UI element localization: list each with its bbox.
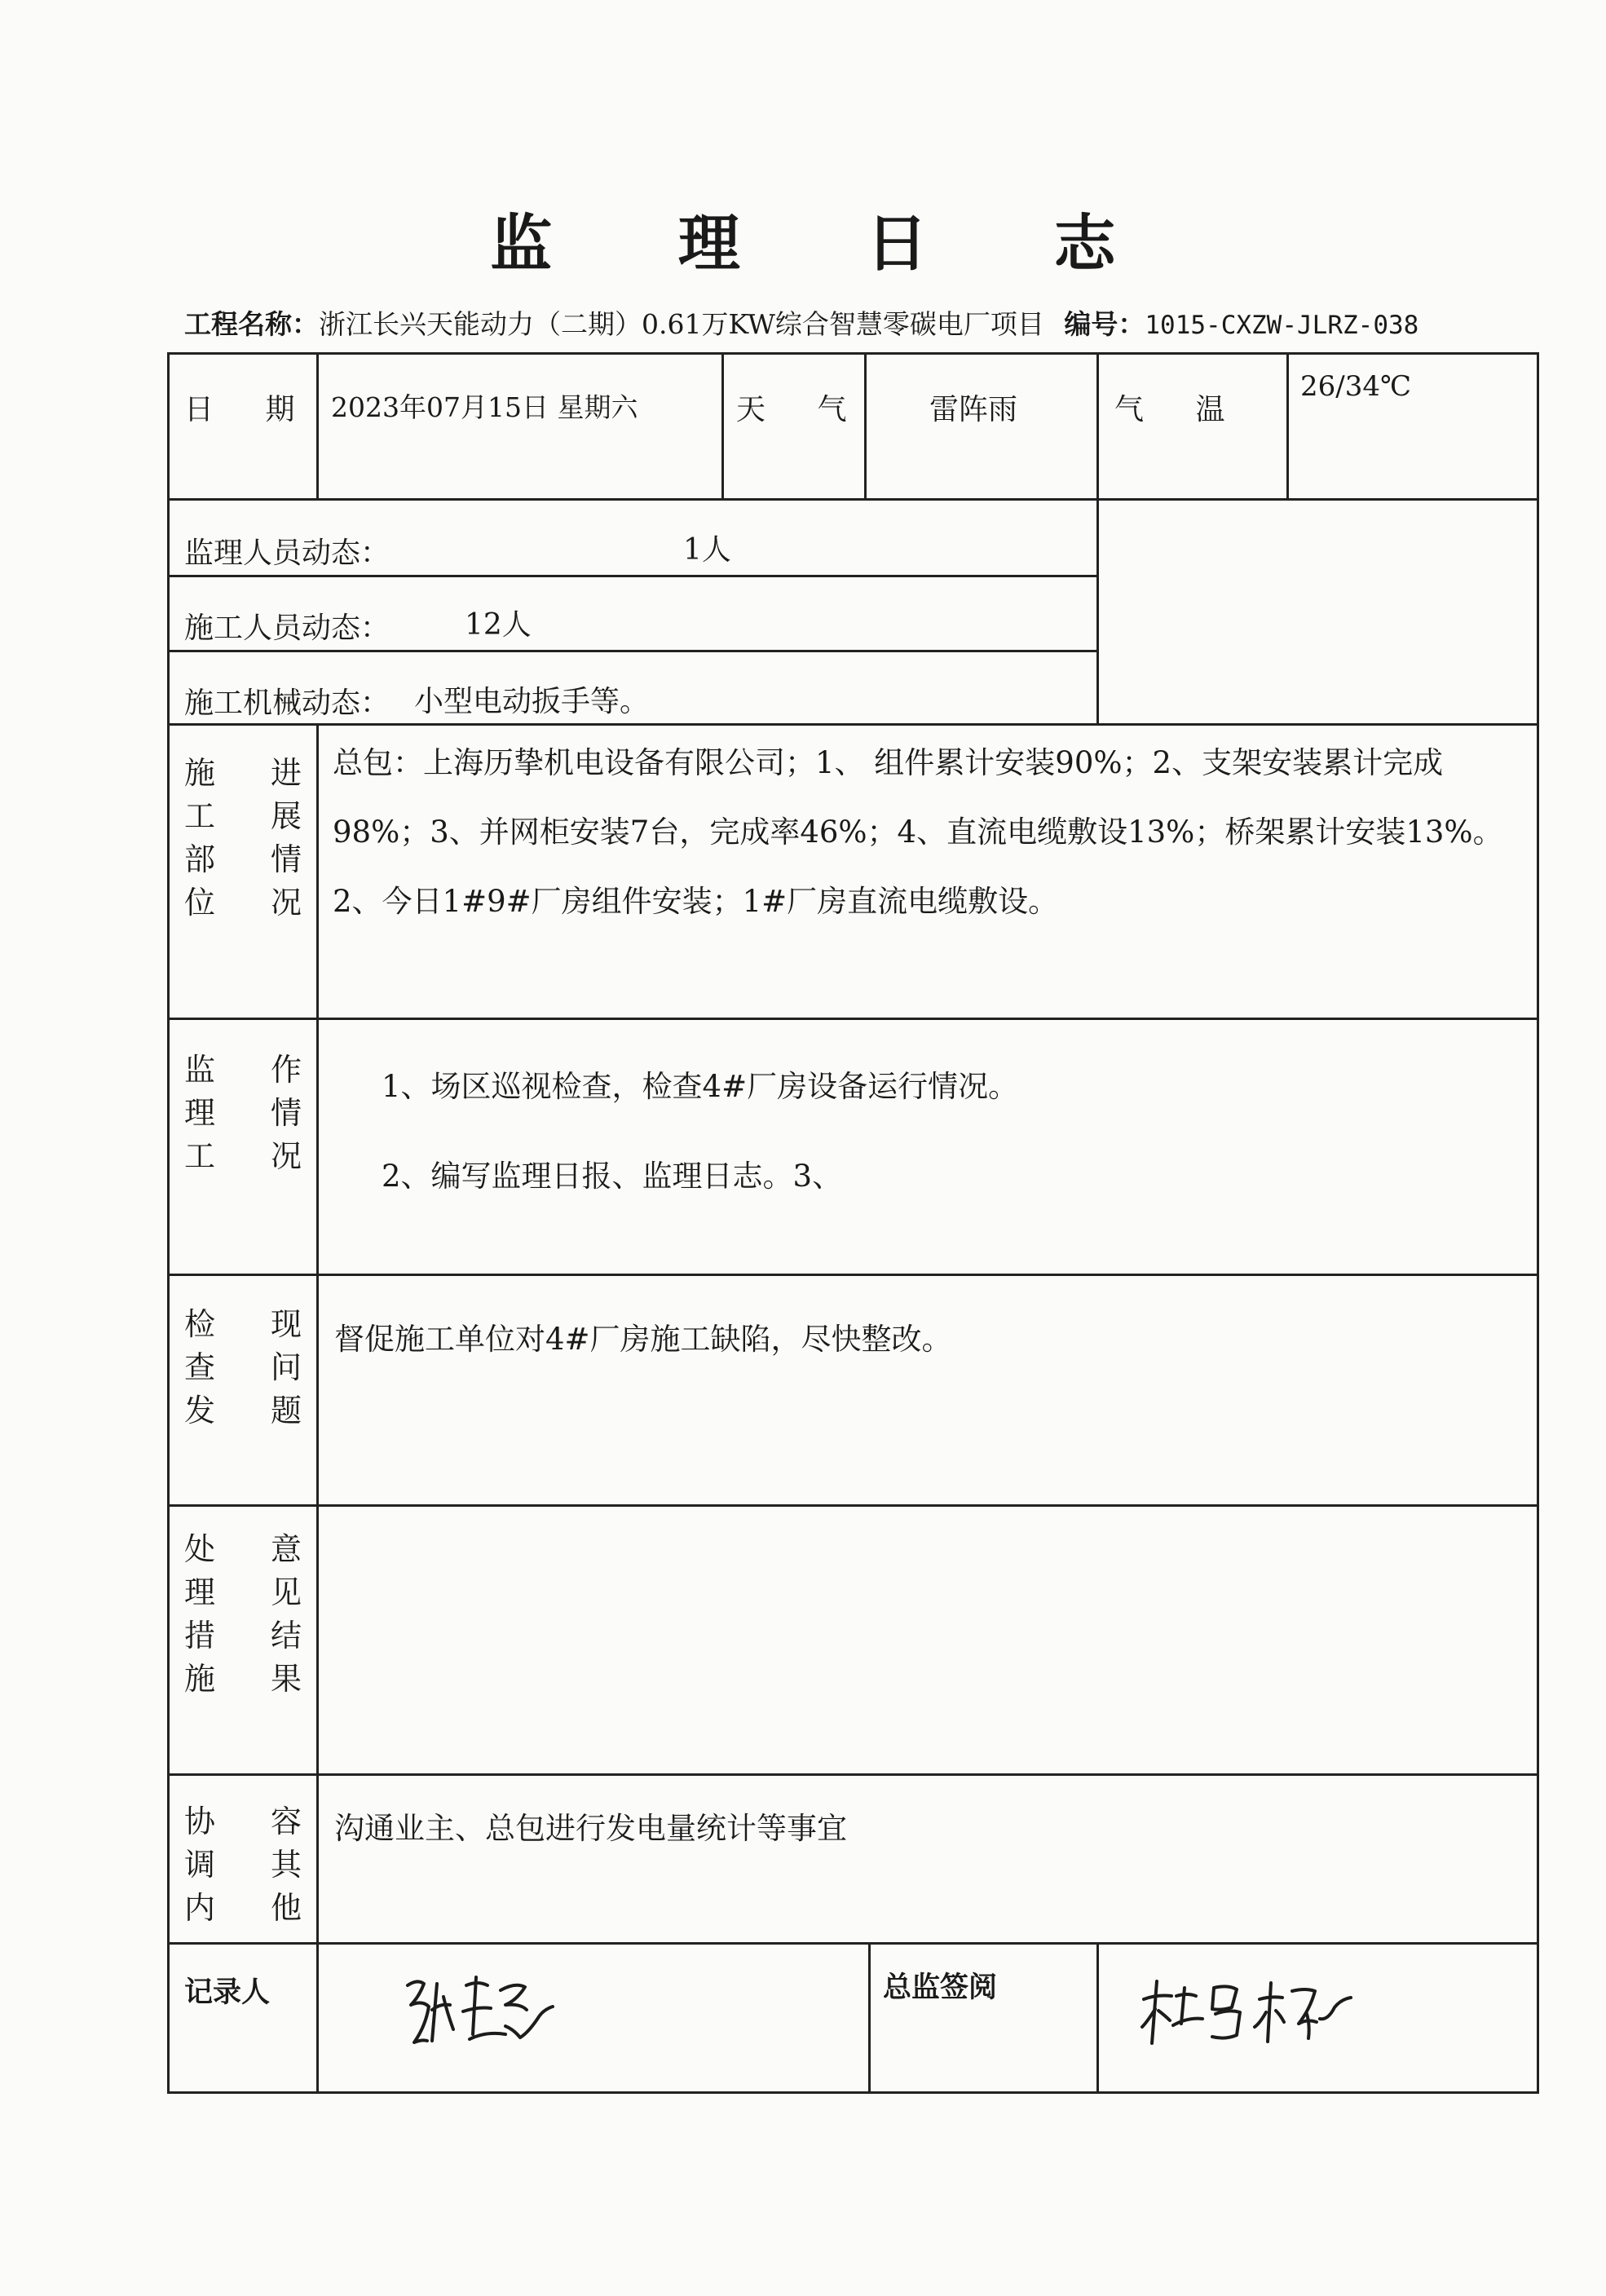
document-title: 监 理 日 志 xyxy=(490,207,1168,280)
label-char: 检 xyxy=(184,1306,216,1342)
label-char: 见 xyxy=(271,1574,302,1610)
label-char: 理 xyxy=(184,1574,216,1610)
project-name: 浙江长兴天能动力（二期）0.61万KW综合智慧零碳电厂项目 xyxy=(319,308,1044,340)
label-char: 施 xyxy=(184,755,216,791)
label-char: 施 xyxy=(184,1661,216,1697)
label-char: 题 xyxy=(271,1393,302,1428)
recorder-signature xyxy=(398,1961,577,2070)
issues-text: 督促施工单位对4#厂房施工缺陷，尽快整改。 xyxy=(334,1322,952,1357)
weather-value: 雷阵雨 xyxy=(929,393,1018,426)
label-char: 发 xyxy=(184,1393,216,1428)
label-char: 展 xyxy=(271,798,302,834)
supervision-line-2: 2、编写监理日报、监理日志。3、 xyxy=(382,1159,843,1194)
label-char: 况 xyxy=(271,1138,302,1174)
project-code-label: 编号： xyxy=(1064,308,1145,340)
label-char: 情 xyxy=(271,1095,302,1131)
supervision-line-1: 1、场区巡视检查，检查4#厂房设备运行情况。 xyxy=(382,1069,1019,1104)
progress-text: 总包：上海历挚机电设备有限公司；1、 组件累计安装90%；2、支架安装累计完成98%；3、并网柜安装7台，完成率46%；4、直流电缆敷设13%；桥架累计安装13%。2、今日1#9#厂房组件安装；1#厂房直流电缆敷设。 xyxy=(333,745,1503,919)
chief-label: 总监签阅 xyxy=(883,1971,998,2004)
label-char: 结 xyxy=(271,1618,302,1654)
temperature-value: 26/34℃ xyxy=(1300,370,1412,403)
label-char: 措 xyxy=(184,1618,216,1654)
label-char: 情 xyxy=(271,841,302,877)
recorder-label: 记录人 xyxy=(184,1976,271,2009)
label-char: 处 xyxy=(184,1531,216,1567)
label-char: 其 xyxy=(271,1847,302,1883)
label-char: 问 xyxy=(271,1349,302,1385)
label-char: 内 xyxy=(184,1890,216,1926)
label-char: 容 xyxy=(271,1804,302,1839)
label-char: 位 xyxy=(184,885,216,921)
label-char: 作 xyxy=(271,1052,302,1088)
label-char: 调 xyxy=(184,1847,216,1883)
label-char: 果 xyxy=(271,1661,302,1697)
chief-signature xyxy=(1137,1967,1357,2060)
label-char: 查 xyxy=(184,1349,216,1385)
label-char: 监 xyxy=(184,1052,216,1088)
label-char: 工 xyxy=(184,798,216,834)
temperature-label: 气 温 xyxy=(1114,393,1246,426)
date-value: 2023年07月15日 星期六 xyxy=(331,391,638,423)
label-char: 工 xyxy=(184,1138,216,1174)
coordination-text: 沟通业主、总包进行发电量统计等事宜 xyxy=(334,1811,847,1846)
supervisor-label: 监理人员动态： xyxy=(184,536,390,570)
weather-label: 天 气 xyxy=(736,393,868,426)
label-char: 他 xyxy=(271,1890,302,1926)
supervisor-value: 1人 xyxy=(683,533,731,567)
label-char: 现 xyxy=(271,1306,302,1342)
date-label: 日 期 xyxy=(184,393,316,426)
project-code: 1015-CXZW-JLRZ-038 xyxy=(1145,311,1419,340)
machinery-value: 小型电动扳手等。 xyxy=(414,685,650,718)
workers-value: 12人 xyxy=(465,608,532,642)
label-char: 况 xyxy=(271,885,302,921)
label-char: 协 xyxy=(184,1804,216,1839)
label-char: 意 xyxy=(271,1531,302,1567)
label-char: 部 xyxy=(184,841,216,877)
label-char: 理 xyxy=(184,1095,216,1131)
machinery-label: 施工机械动态： xyxy=(184,687,390,720)
label-char: 进 xyxy=(271,755,302,791)
workers-label: 施工人员动态： xyxy=(184,612,390,645)
project-name-label: 工程名称： xyxy=(184,308,319,340)
